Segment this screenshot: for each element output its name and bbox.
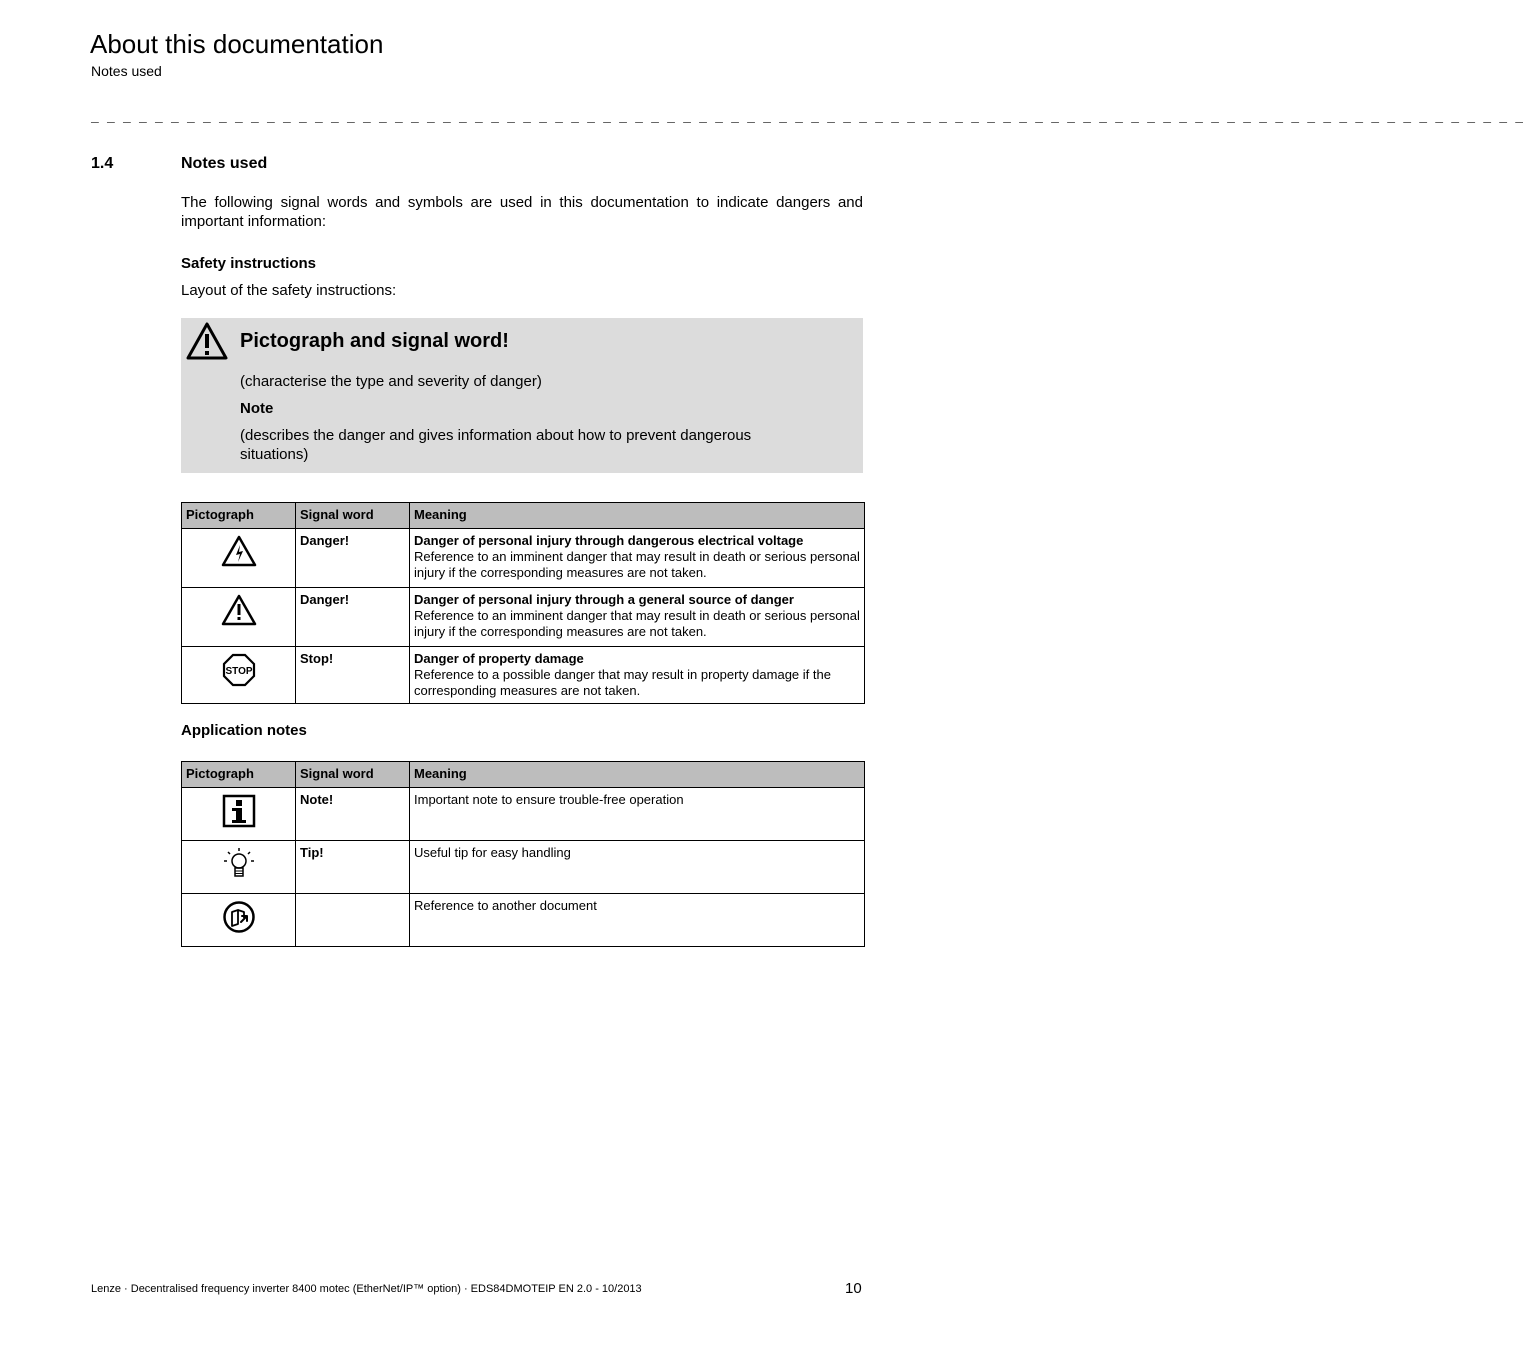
document-reference-icon	[222, 922, 256, 937]
header-meaning: Meaning	[410, 503, 865, 529]
section-title: Notes used	[181, 155, 268, 172]
page-number: 10	[845, 1280, 862, 1297]
info-icon	[222, 816, 256, 831]
header-meaning: Meaning	[410, 762, 865, 788]
table-row	[182, 894, 865, 947]
meaning-text: Reference to another document	[410, 894, 865, 947]
safety-instructions-heading: Safety instructions	[181, 255, 317, 272]
signal-word: Danger!	[296, 588, 410, 647]
meaning-text: Important note to ensure trouble-free operation	[410, 788, 865, 841]
meaning-text: Reference to an imminent danger that may result in death or serious personal injury if the corresponding measures are not taken.	[414, 608, 860, 639]
table-header-row	[182, 503, 865, 529]
header-signal-word: Signal word	[296, 503, 410, 529]
page-title: About this documentation	[90, 29, 384, 59]
signal-word: Note!	[296, 788, 410, 841]
table-row	[182, 588, 865, 647]
section-intro: The following signal words and symbols are used in this documentation to indicate dangers and important information:	[181, 194, 863, 230]
electrical-voltage-icon	[221, 555, 257, 570]
box-danger-type: (characterise the type and severity of danger)	[240, 373, 542, 390]
meaning-title: Danger of personal injury through a general source of danger	[414, 592, 794, 607]
safety-signal-table	[181, 502, 865, 704]
meaning-text: Reference to an imminent danger that may result in death or serious personal injury if the corresponding measures are not taken.	[414, 549, 860, 580]
meaning-cell	[410, 588, 865, 647]
header-pictograph: Pictograph	[182, 762, 296, 788]
table-row	[182, 529, 865, 588]
page-subtitle: Notes used	[91, 63, 162, 79]
table-row	[182, 647, 865, 704]
header-divider: _ _ _ _ _ _ _ _ _ _ _ _ _ _ _ _ _ _ _ _ _ _ _ _ _ _ _ _ _ _ _ _ _ _ _ _ _ _ _ _ _ _ _ _ _ _ _ _ _ _ _ _ _ _ _ _ _ _ _ _ _ _ _ _ _ _ _ _ _ _ _ _ _ _ _ _ _ _ _ _ _ _ _ _ _ _ _ _ _ _	[91, 110, 1523, 125]
application-notes-heading: Application notes	[181, 722, 307, 739]
meaning-text: Useful tip for easy handling	[410, 841, 865, 894]
meaning-title: Danger of personal injury through dangerous electrical voltage	[414, 533, 804, 548]
box-note-label: Note	[240, 400, 274, 417]
meaning-text: Reference to a possible danger that may result in property damage if the corresponding measures are not taken.	[414, 667, 831, 698]
warning-triangle-icon	[185, 321, 229, 366]
meaning-cell	[410, 647, 865, 704]
section-number: 1.4	[91, 155, 114, 172]
table-row	[182, 841, 865, 894]
table-header-row	[182, 762, 865, 788]
safety-layout-text: Layout of the safety instructions:	[181, 282, 397, 299]
signal-word: Tip!	[296, 841, 410, 894]
header-signal-word: Signal word	[296, 762, 410, 788]
lightbulb-icon	[222, 869, 256, 884]
header-pictograph: Pictograph	[182, 503, 296, 529]
signal-word: Stop!	[296, 647, 410, 704]
meaning-title: Danger of property damage	[414, 651, 584, 666]
table-row	[182, 788, 865, 841]
application-notes-table	[181, 761, 865, 947]
box-description: (describes the danger and gives information about how to prevent dangerous situations)	[240, 427, 752, 463]
safety-instruction-box	[181, 318, 863, 473]
general-danger-icon	[221, 614, 257, 629]
meaning-cell	[410, 529, 865, 588]
svg-text:STOP: STOP	[224, 666, 253, 677]
signal-word	[296, 894, 410, 947]
signal-word: Danger!	[296, 529, 410, 588]
box-title: Pictograph and signal word!	[240, 330, 509, 352]
stop-sign-icon	[222, 666, 256, 690]
footer-text: Lenze · Decentralised frequency inverter 8400 motec (EtherNet/IP™ option) · EDS84DMOTEIP EN 2.0 - 10/2013	[91, 1283, 642, 1295]
